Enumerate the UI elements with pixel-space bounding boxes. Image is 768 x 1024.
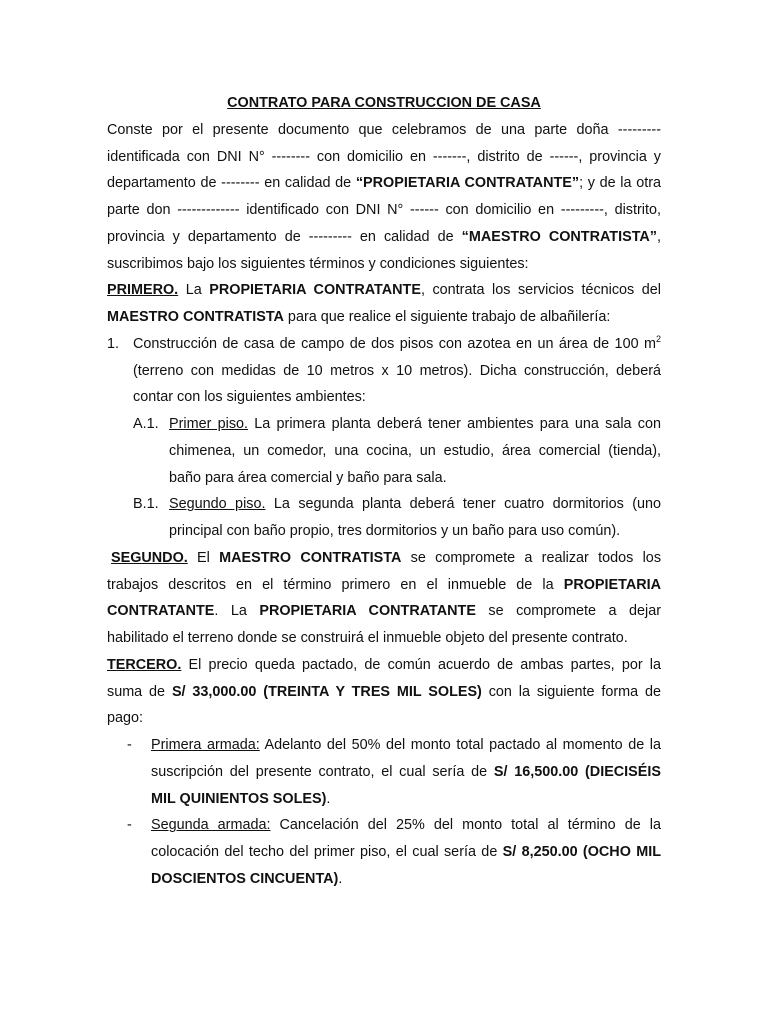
sub-item-b1-text: La segunda planta deberá tener cuatro dormitorios (uno principal con baño propio, tres dormitorios y un baño para uso común). [169,496,662,539]
payment-item-2-label: Segunda armada: [151,817,271,834]
sub-item-a1-label: Primer piso. [169,416,249,432]
document-title: CONTRATO PARA CONSTRUCCION DE CASA [227,95,541,111]
clause-tercero [107,652,661,732]
payment-item-1 [107,732,661,812]
payment-item-1-label: Primera armada: [151,737,260,753]
intro-text-3: , suscribimos bajo los siguientes términos y condiciones siguientes: [107,228,662,272]
list-item-1-marker: 1. [107,335,120,352]
payment-item-1-marker: - [127,737,132,753]
primero-text-1: La [178,282,210,299]
primero-bold-2: MAESTRO CONTRATISTA [107,309,284,325]
clause-primero [107,277,661,331]
tercero-bold-1: S/ 33,000.00 (TREINTA Y TRES MIL SOLES) [171,683,482,700]
payment-item-1-amount: S/ 16,500.00 (DIECISÉIS MIL QUINIENTOS SOLES) [151,763,661,807]
segundo-text-3: . La [214,603,260,620]
intro-text-1: Conste por el presente documento que celebramos de una parte doña --------- identificada con DNI N° -------- con domicilio en -------, distrito de ------, provincia y departamento de -------- en calidad de [107,121,661,192]
segundo-text-2: se compromete a realizar todos los trabajos descritos en el término primero en el inmueble de la [107,549,662,593]
payment-item-2-amount: S/ 8,250.00 (OCHO MIL DOSCIENTOS CINCUENTA) [151,844,661,887]
clause-segundo-heading: SEGUNDO. [111,549,188,566]
payment-item-2-text-1: Cancelación del 25% del monto total al término de la colocación del techo del primer piso, el cual sería de [151,817,661,860]
segundo-bold-3: PROPIETARIA CONTRATANTE [259,603,476,620]
tercero-text-1: El precio queda pactado, de común acuerdo de ambas partes, por la suma de [107,656,661,700]
tercero-text-2: con la siguiente forma de pago: [107,683,661,727]
sub-item-b1 [107,491,661,545]
segundo-text-4: se compromete a dejar habilitado el terreno donde se construirá el inmueble objeto del presente contrato. [107,603,661,646]
clause-tercero-heading: TERCERO. [107,656,182,673]
sub-item-b1-marker: B.1. [133,496,159,513]
intro-bold-1: “PROPIETARIA CONTRATANTE” [355,175,580,192]
list-item-1-text-1: Construcción de casa de campo de dos pisos con azotea en un área de 100 m [133,335,656,352]
sub-item-b1-label: Segundo piso. [169,496,266,513]
intro-text-2: ; y de la otra parte don ------------- identificado con DNI N° ------ con domicilio en ---------, distrito, provincia y departamento de --------- en calidad de [107,175,661,245]
clause-segundo [107,545,661,652]
segundo-bold-2: PROPIETARIA CONTRATANTE [107,576,661,620]
list-item-1 [107,331,661,411]
primero-text-3: para que realice el siguiente trabajo de albañilería: [283,309,611,325]
primero-text-2: , contrata los servicios técnicos del [420,282,661,299]
primero-bold-1: PROPIETARIA CONTRATANTE [209,282,421,299]
sub-item-a1-marker: A.1. [133,416,159,432]
list-item-1-text-2: (terreno con medidas de 10 metros x 10 metros). Dicha construcción, deberá contar con los siguientes ambientes: [133,362,661,406]
sub-item-a1-text: La primera planta deberá tener ambientes para una sala con chimenea, un comedor, una cocina, un estudio, área comercial (tienda), baño para área comercial y baño para sala. [169,416,661,486]
payment-item-1-text-2: . [326,790,331,807]
segundo-text-1: El [187,549,220,566]
payment-item-1-text-1: Adelanto del 50% del monto total pactado al momento de la suscripción del presente contrato, el cual sería de [151,737,661,780]
intro-bold-2: “MAESTRO CONTRATISTA” [461,228,658,245]
payment-item-2-marker: - [127,817,132,834]
segundo-bold-1: MAESTRO CONTRATISTA [219,549,402,566]
clause-primero-heading: PRIMERO. [107,282,179,299]
list-item-1-superscript: 2 [655,333,661,344]
payment-item-2 [107,812,661,892]
sub-item-a1 [107,411,661,491]
intro-paragraph [107,117,661,278]
payment-item-2-text-2: . [338,870,343,887]
contract-document [107,90,661,893]
